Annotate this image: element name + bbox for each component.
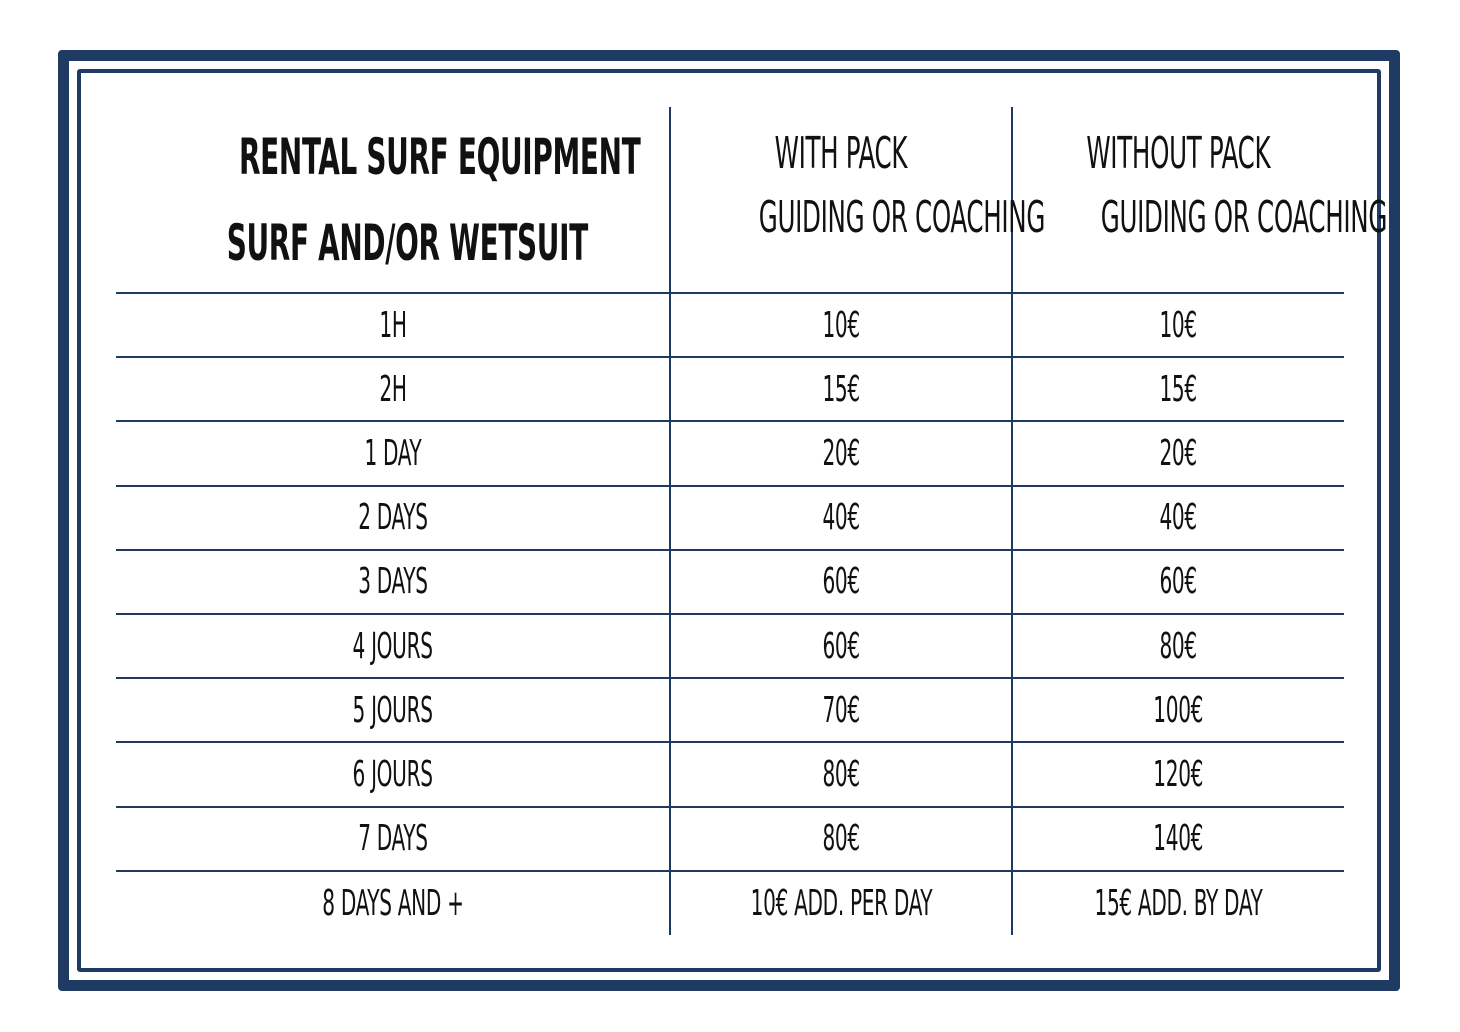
header-with-pack-line2: GUIDING OR COACHING [758, 191, 1046, 243]
with-pack-price: 70€ [822, 689, 860, 731]
without-pack-price: 140€ [1153, 818, 1204, 860]
without-pack-price: 20€ [1159, 432, 1198, 474]
table-row [116, 486, 1344, 550]
duration-cell [116, 421, 670, 485]
without-pack-price-cell [1012, 357, 1344, 421]
table-row [116, 614, 1344, 678]
table-row [116, 550, 1344, 614]
table-row [116, 807, 1344, 871]
with-pack-price: 60€ [822, 561, 860, 603]
duration-cell [116, 614, 670, 678]
duration-text: 1H [378, 304, 407, 346]
with-pack-price: 10€ ADD. PER DAY [750, 882, 932, 924]
header-without-pack-line2: GUIDING OR COACHING [1100, 191, 1388, 243]
duration-text: 2 DAYS [357, 497, 428, 539]
with-pack-price-cell [670, 293, 1012, 357]
duration-cell [116, 807, 670, 871]
without-pack-price: 15€ [1159, 368, 1198, 410]
table-row [116, 678, 1344, 742]
header-title-line2: SURF AND/OR WETSUIT [226, 213, 588, 272]
without-pack-price-cell [1012, 807, 1344, 871]
with-pack-price-cell [670, 421, 1012, 485]
without-pack-price: 40€ [1159, 497, 1198, 539]
duration-text: 7 DAYS [357, 818, 428, 860]
header-equipment [116, 107, 670, 293]
duration-cell [116, 678, 670, 742]
without-pack-price: 10€ [1159, 304, 1198, 346]
without-pack-price: 120€ [1153, 753, 1204, 795]
table-row [116, 871, 1344, 935]
table-row [116, 357, 1344, 421]
with-pack-price-cell [670, 486, 1012, 550]
without-pack-price: 100€ [1153, 689, 1204, 731]
with-pack-price: 60€ [822, 625, 860, 667]
with-pack-price-cell [670, 614, 1012, 678]
with-pack-price-cell [670, 742, 1012, 806]
with-pack-price: 20€ [822, 432, 860, 474]
header-title-line1: RENTAL SURF EQUIPMENT [239, 127, 641, 186]
table-row [116, 293, 1344, 357]
with-pack-price-cell [670, 357, 1012, 421]
without-pack-price: 15€ ADD. BY DAY [1094, 882, 1263, 924]
without-pack-price-cell [1012, 550, 1344, 614]
header-with-pack [670, 107, 1046, 293]
without-pack-price: 80€ [1159, 625, 1198, 667]
header-with-pack-line1: WITH PACK [774, 127, 908, 179]
without-pack-price-cell [1012, 421, 1344, 485]
without-pack-price-cell [1012, 486, 1344, 550]
with-pack-price-cell [670, 550, 1012, 614]
duration-cell [116, 293, 670, 357]
without-pack-price-cell [1012, 742, 1344, 806]
header-without-pack [1012, 107, 1388, 293]
with-pack-price: 15€ [822, 368, 860, 410]
without-pack-price: 60€ [1159, 561, 1198, 603]
duration-text: 2H [378, 368, 407, 410]
table-row [116, 421, 1344, 485]
duration-text: 3 DAYS [357, 561, 428, 603]
duration-text: 6 JOURS [352, 753, 433, 795]
header-without-pack-line1: WITHOUT PACK [1086, 127, 1271, 179]
table-row [116, 742, 1344, 806]
duration-cell [116, 742, 670, 806]
duration-text: 1 DAY [364, 432, 421, 474]
with-pack-price-cell [670, 807, 1012, 871]
with-pack-price: 40€ [822, 497, 860, 539]
duration-cell [116, 871, 670, 935]
duration-cell [116, 486, 670, 550]
with-pack-price: 80€ [822, 753, 860, 795]
rental-price-table [116, 107, 1388, 935]
without-pack-price-cell [1012, 614, 1344, 678]
duration-text: 8 DAYS AND + [321, 882, 464, 924]
duration-cell [116, 550, 670, 614]
with-pack-price: 80€ [822, 818, 860, 860]
rental-price-table-wrapper [116, 107, 1388, 935]
duration-text: 5 JOURS [352, 689, 433, 731]
without-pack-price-cell [1012, 871, 1344, 935]
without-pack-price-cell [1012, 678, 1344, 742]
with-pack-price: 10€ [822, 304, 860, 346]
without-pack-price-cell [1012, 293, 1344, 357]
with-pack-price-cell [670, 871, 1012, 935]
duration-cell [116, 357, 670, 421]
table-header-row [116, 107, 1344, 293]
with-pack-price-cell [670, 678, 1012, 742]
duration-text: 4 JOURS [352, 625, 433, 667]
